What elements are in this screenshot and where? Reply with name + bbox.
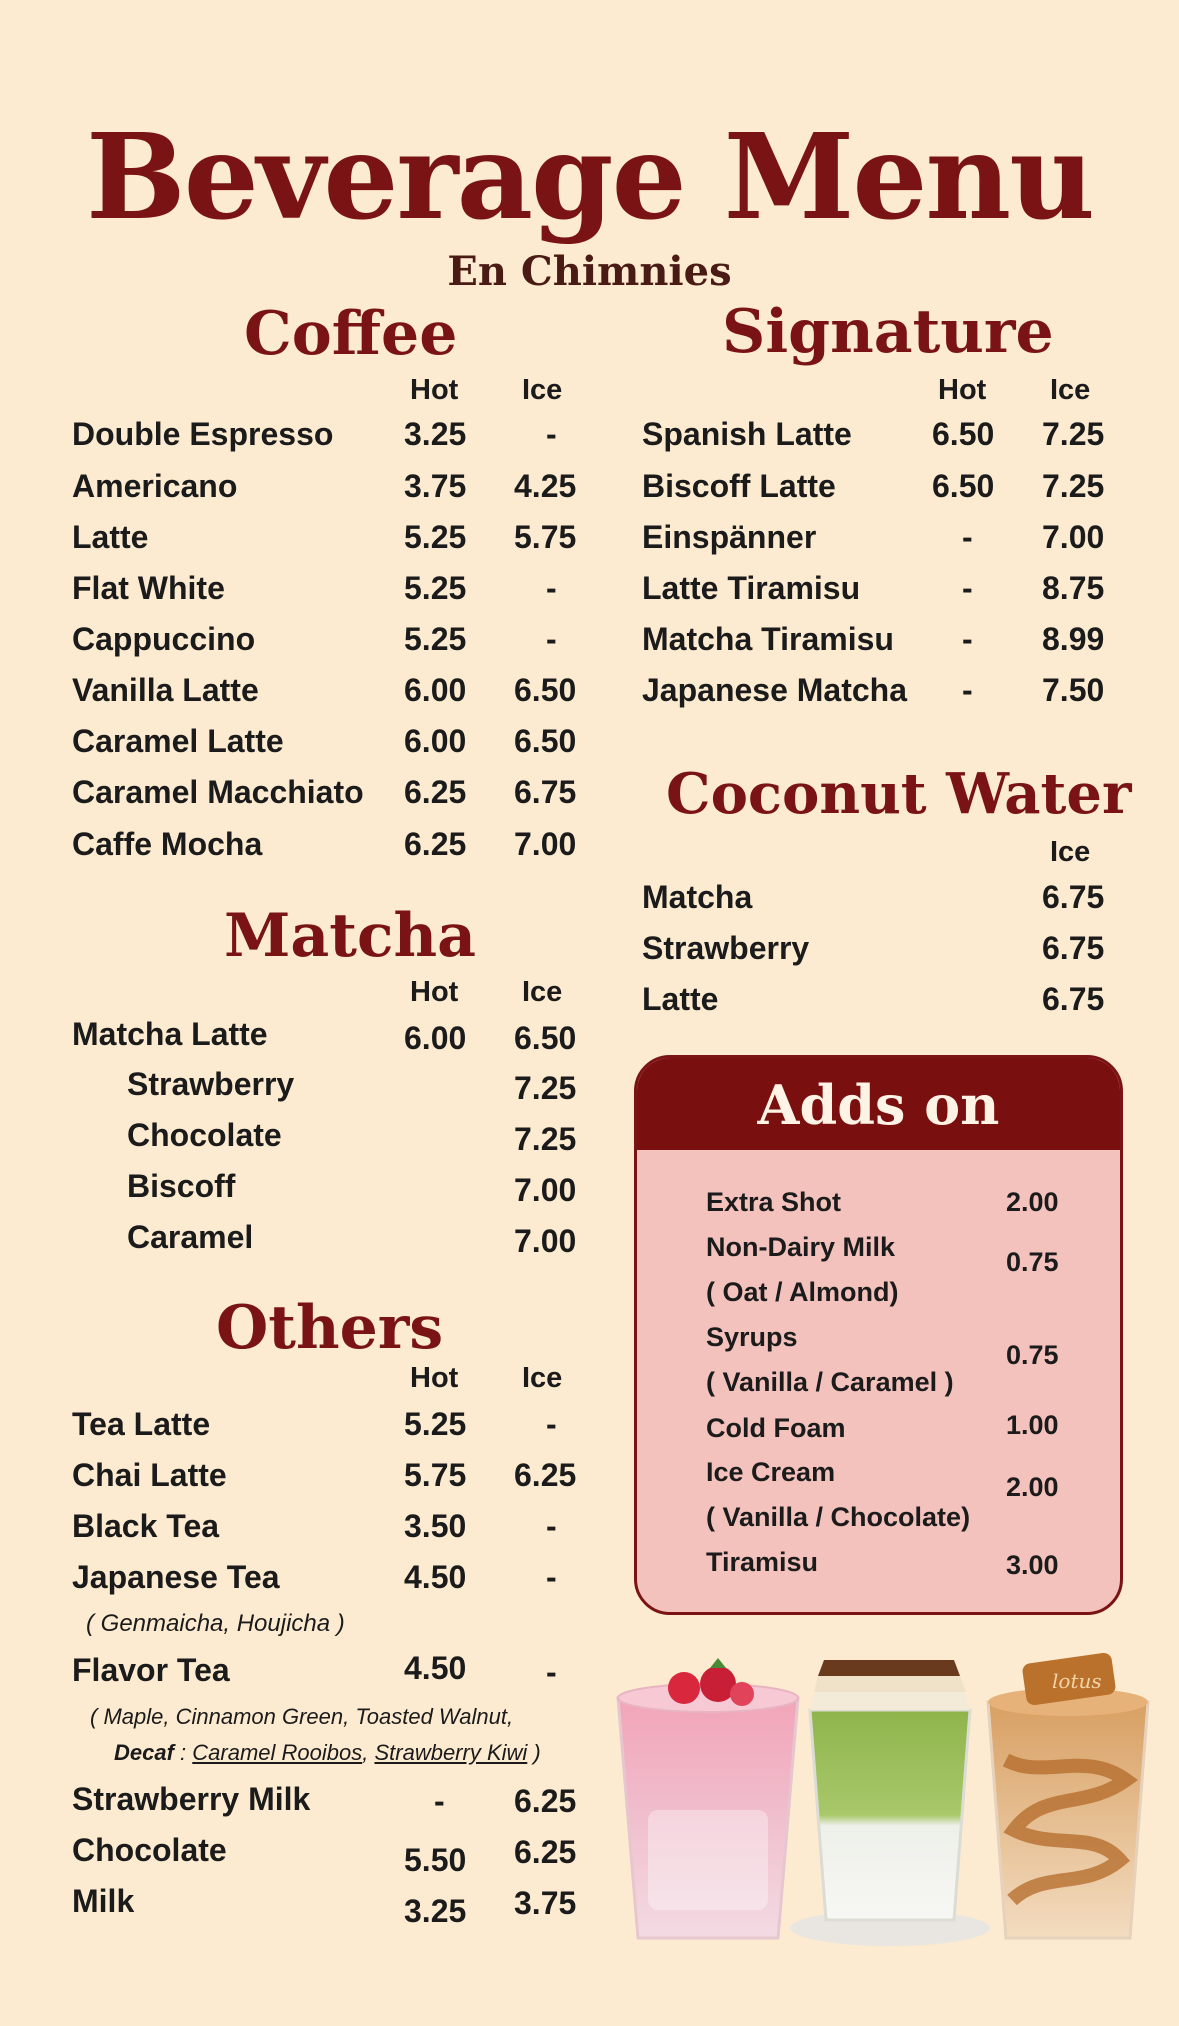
ice-price: 7.25 [514, 1070, 577, 1106]
ice-price: 7.25 [514, 1121, 577, 1157]
ice-price: 6.25 [514, 1783, 577, 1819]
decaf-item-2: Strawberry Kiwi [374, 1740, 528, 1765]
matcha-ice-label: Ice [522, 976, 563, 1008]
hot-price: 5.25 [404, 1406, 467, 1442]
addon-price: 3.00 [1006, 1550, 1059, 1580]
item-name: Strawberry Milk [72, 1781, 311, 1817]
hot-price: 6.00 [404, 1020, 467, 1056]
item-name: Japanese Matcha [642, 672, 908, 708]
hot-price: 4.50 [404, 1650, 467, 1686]
item-name: Americano [72, 468, 238, 504]
addon-detail: ( Vanilla / Caramel ) [706, 1367, 954, 1397]
ice-price: 6.50 [514, 1020, 577, 1056]
ice-price: 6.75 [514, 774, 577, 810]
decaf-end: ) [527, 1740, 541, 1765]
item-name: Einspänner [642, 519, 817, 555]
item-name: Tea Latte [72, 1406, 211, 1442]
ice-price: - [546, 1654, 557, 1690]
adds-on-panel [634, 1055, 1123, 1615]
decaf-comma: , [362, 1740, 375, 1765]
item-name: Caffe Mocha [72, 826, 263, 862]
coffee-hot-label: Hot [410, 374, 459, 406]
hot-price: 6.00 [404, 672, 467, 708]
matcha-heading: Matcha [224, 901, 477, 971]
item-name: Caramel Macchiato [72, 774, 364, 810]
item-name: Caramel [127, 1219, 254, 1255]
others-hot-label: Hot [410, 1362, 459, 1394]
ice-price: 7.00 [514, 826, 577, 862]
ice-price: 6.75 [1042, 879, 1105, 915]
hot-price: 5.50 [404, 1842, 467, 1878]
item-name: Latte [72, 519, 149, 555]
hot-price: 6.00 [404, 723, 467, 759]
item-name: Strawberry [127, 1066, 295, 1102]
ice-price: 7.00 [514, 1172, 577, 1208]
addon-name: Ice Cream [706, 1457, 836, 1487]
ice-price: 6.25 [514, 1834, 577, 1870]
japanese-tea-note: ( Genmaicha, Houjicha ) [86, 1610, 345, 1637]
hot-price: - [434, 1783, 445, 1819]
coffee-heading: Coffee [244, 299, 458, 369]
decaf-item-1: Caramel Rooibos [192, 1740, 363, 1765]
hot-price: - [962, 570, 973, 606]
ice-price: 6.75 [1042, 981, 1105, 1017]
matcha-hot-label: Hot [410, 976, 459, 1008]
hot-price: 6.25 [404, 826, 467, 862]
hot-price: 6.50 [932, 468, 995, 504]
ice-price: 7.25 [1042, 468, 1105, 504]
decaf-label: Decaf [114, 1740, 174, 1765]
hot-price: 3.25 [404, 416, 467, 452]
ice-price: - [546, 1508, 557, 1544]
addon-name: Cold Foam [706, 1413, 846, 1443]
item-name: Flavor Tea [72, 1652, 230, 1688]
ice-price: 6.75 [1042, 930, 1105, 966]
signature-heading: Signature [722, 297, 1054, 367]
ice-price: 8.75 [1042, 570, 1105, 606]
item-name: Chocolate [72, 1832, 227, 1868]
item-name: Flat White [72, 570, 225, 606]
adds-on-title: Adds on [757, 1073, 1000, 1137]
hot-price: - [962, 519, 973, 555]
hot-price: 5.75 [404, 1457, 467, 1493]
item-name: Double Espresso [72, 416, 334, 452]
hot-price: - [962, 621, 973, 657]
ice-price: 5.75 [514, 519, 577, 555]
addon-detail: ( Vanilla / Chocolate) [706, 1502, 971, 1532]
item-name: Biscoff [127, 1168, 236, 1204]
addon-price: 1.00 [1006, 1410, 1059, 1440]
hot-price: 5.25 [404, 570, 467, 606]
item-name: Spanish Latte [642, 416, 852, 452]
hot-price: 3.75 [404, 468, 467, 504]
ice-price: - [546, 416, 557, 452]
ice-price: - [546, 1406, 557, 1442]
ice-price: - [546, 621, 557, 657]
ice-price: 3.75 [514, 1885, 577, 1921]
hot-price: 5.25 [404, 519, 467, 555]
coffee-ice-label: Ice [522, 374, 563, 406]
others-ice-label: Ice [522, 1362, 563, 1394]
biscoff-logo-text: lotus [1052, 1669, 1102, 1693]
item-name: Latte [642, 981, 719, 1017]
addon-name: Non-Dairy Milk [706, 1232, 896, 1262]
drink-photos [614, 1650, 1154, 1950]
addon-price: 2.00 [1006, 1187, 1059, 1217]
ice-price: 7.00 [1042, 519, 1105, 555]
addon-price: 0.75 [1006, 1340, 1059, 1370]
decaf-sep: : [173, 1740, 193, 1765]
coconut-water-heading: Coconut Water [666, 761, 1132, 827]
hot-price: 6.25 [404, 774, 467, 810]
item-name: Matcha Latte [72, 1016, 268, 1052]
ice-price: 6.25 [514, 1457, 577, 1493]
hot-price: 5.25 [404, 621, 467, 657]
addon-price: 2.00 [1006, 1472, 1059, 1502]
flavor-tea-note: ( Maple, Cinnamon Green, Toasted Walnut, [90, 1704, 514, 1729]
item-name: Caramel Latte [72, 723, 284, 759]
item-name: Japanese Tea [72, 1559, 280, 1595]
ice-price: 6.50 [514, 672, 577, 708]
item-name: Cappuccino [72, 621, 256, 657]
hot-price: 6.50 [932, 416, 995, 452]
item-name: Vanilla Latte [72, 672, 259, 708]
menu-subtitle: En Chimnies [447, 248, 732, 295]
item-name: Matcha [642, 879, 753, 915]
ice-price: 7.25 [1042, 416, 1105, 452]
addon-name: Tiramisu [706, 1547, 819, 1577]
addon-name: Extra Shot [706, 1187, 842, 1217]
signature-hot-label: Hot [938, 374, 987, 406]
others-heading: Others [216, 1293, 444, 1363]
addon-detail: ( Oat / Almond) [706, 1277, 899, 1307]
item-name: Strawberry [642, 930, 810, 966]
ice-price: 8.99 [1042, 621, 1105, 657]
ice-price: 7.00 [514, 1223, 577, 1259]
matcha-tiramisu-image [790, 1660, 990, 1946]
biscoff-drink-image [988, 1652, 1148, 1938]
signature-ice-label: Ice [1050, 374, 1091, 406]
strawberry-drink-image [618, 1658, 798, 1938]
item-name: Milk [72, 1883, 135, 1919]
item-name: Chai Latte [72, 1457, 227, 1493]
hot-price: 3.25 [404, 1893, 467, 1929]
item-name: Matcha Tiramisu [642, 621, 894, 657]
ice-price: 4.25 [514, 468, 577, 504]
adds-on-header [637, 1058, 1120, 1150]
ice-price: - [546, 1559, 557, 1595]
ice-price: - [546, 570, 557, 606]
item-name: Latte Tiramisu [642, 570, 861, 606]
item-name: Black Tea [72, 1508, 220, 1544]
item-name: Biscoff Latte [642, 468, 836, 504]
hot-price: - [962, 672, 973, 708]
addon-name: Syrups [706, 1322, 798, 1352]
flavor-tea-decaf-note [114, 1742, 541, 1764]
coconut-ice-label: Ice [1050, 836, 1091, 868]
addon-price: 0.75 [1006, 1247, 1059, 1277]
item-name: Chocolate [127, 1117, 282, 1153]
hot-price: 4.50 [404, 1559, 467, 1595]
hot-price: 3.50 [404, 1508, 467, 1544]
menu-title: Beverage Menu [85, 107, 1094, 246]
ice-price: 6.50 [514, 723, 577, 759]
ice-price: 7.50 [1042, 672, 1105, 708]
